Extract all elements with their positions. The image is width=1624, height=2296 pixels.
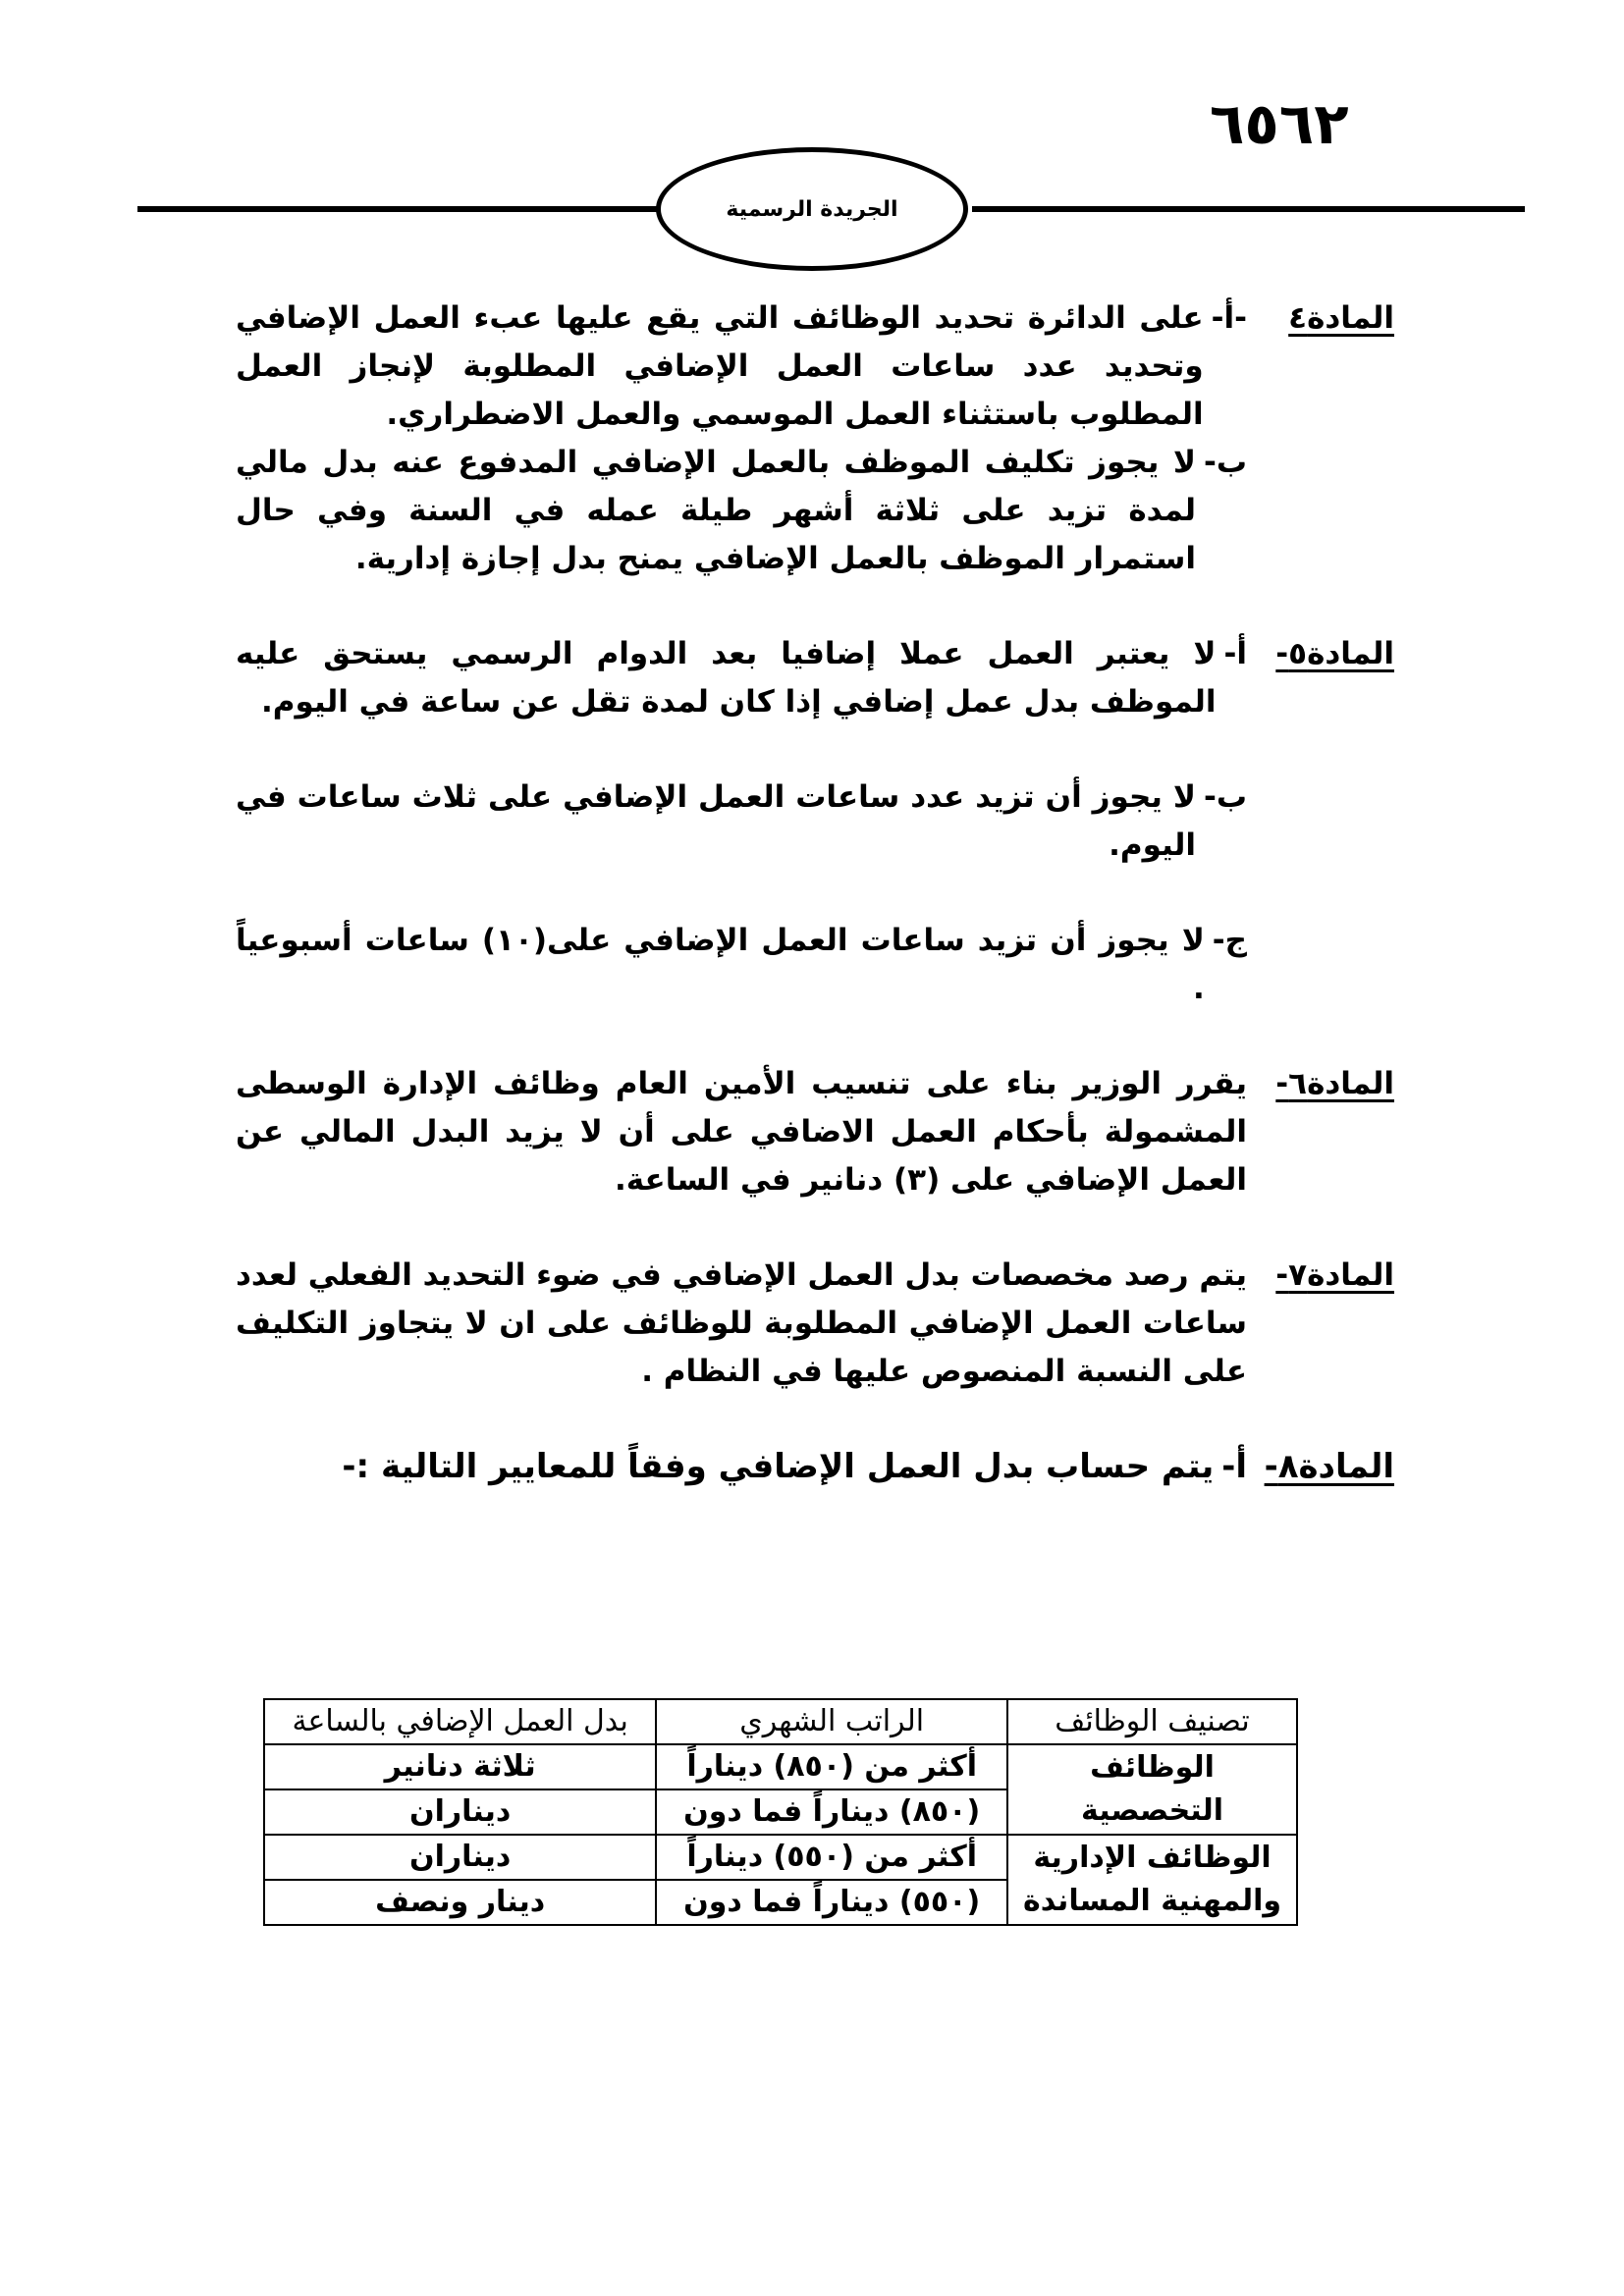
clause-mark: -أ- xyxy=(1211,300,1247,336)
article-5-b xyxy=(236,774,1394,870)
clause-mark: أ- xyxy=(1223,636,1247,671)
classification-cell: الوظائف الإدارية والمهنية المساندة xyxy=(1007,1835,1297,1925)
article-6 xyxy=(236,1060,1394,1204)
article-label: المادة٥- xyxy=(1275,636,1394,671)
clause xyxy=(236,1252,1247,1396)
gazette-title-oval xyxy=(656,147,968,271)
gazette-title: الجريدة الرسمية xyxy=(726,196,898,222)
article-5 xyxy=(236,630,1394,726)
clause-text: لا يعتبر العمل عملا إضافيا بعد الدوام الرسمي يستحق عليه الموظف بدل عمل إضافي إذا كان لمدة تقل عن ساعة في اليوم. xyxy=(236,636,1217,720)
salary-cell: أكثر من (٥٥٠) ديناراً xyxy=(656,1835,1007,1880)
clause-text: لا يجوز تكليف الموظف بالعمل الإضافي المدفوع عنه بدل مالي لمدة تزيد على ثلاثة أشهر طيلة عمله في السنة وفي حال استمرار الموظف بالعمل الإضافي يمنح بدل إجازة إدارية. xyxy=(236,445,1196,576)
column-header: الراتب الشهري xyxy=(656,1699,1007,1744)
article-label: المادة٧- xyxy=(1275,1257,1394,1293)
clause-text: يقرر الوزير بناء على تنسيب الأمين العام وظائف الإدارة الوسطى المشمولة بأحكام العمل الاضافي على أن لا يزيد البدل المالي عن العمل الإضافي على (٣) دنانير في الساعة. xyxy=(236,1066,1247,1198)
clause-text: على الدائرة تحديد الوظائف التي يقع عليها عبء العمل الإضافي وتحديد عدد ساعات العمل الإضافي المطلوبة لإنجاز العمل المطلوب باستثناء العمل الموسمي والعمل الاضطراري. xyxy=(236,300,1204,432)
column-header: بدل العمل الإضافي بالساعة xyxy=(264,1699,656,1744)
article-label: المادة٨- xyxy=(1264,1447,1394,1486)
salary-cell: (٥٥٠) ديناراً فما دون xyxy=(656,1880,1007,1925)
clause-text: لا يجوز أن تزيد عدد ساعات العمل الإضافي على ثلاث ساعات في اليوم. xyxy=(236,779,1196,863)
clause-text: يتم رصد مخصصات بدل العمل الإضافي في ضوء التحديد الفعلي لعدد ساعات العمل الإضافي المطلوبة للوظائف على ان لا يتجاوز التكليف على النسبة المنصوص عليها في النظام . xyxy=(236,1257,1247,1389)
clause xyxy=(236,630,1247,726)
classification-cell: الوظائف التخصصية xyxy=(1007,1744,1297,1835)
article-label: المادة٤ xyxy=(1288,300,1394,336)
page-number: ٦٥٦٢ xyxy=(1210,90,1349,157)
clause-mark: ب- xyxy=(1203,779,1247,815)
clause xyxy=(236,917,1247,1013)
header-rule-left xyxy=(137,206,658,212)
clause xyxy=(236,774,1247,870)
article-5-c xyxy=(236,917,1394,1013)
clause xyxy=(236,294,1247,439)
clause-text: يتم حساب بدل العمل الإضافي وفقاً للمعايير التالية :- xyxy=(342,1447,1215,1486)
rate-cell: ديناران xyxy=(264,1835,656,1880)
clause xyxy=(236,1443,1247,1491)
header-rule-right xyxy=(972,206,1525,212)
article-8 xyxy=(236,1443,1394,1491)
clause-mark: أ- xyxy=(1221,1447,1247,1486)
salary-cell: أكثر من (٨٥٠) ديناراً xyxy=(656,1744,1007,1789)
column-header: تصنيف الوظائف xyxy=(1007,1699,1297,1744)
clause-mark: ب- xyxy=(1203,445,1247,480)
document-body xyxy=(236,294,1394,1491)
clause-text: لا يجوز أن تزيد ساعات العمل الإضافي على(١٠) ساعات أسبوعياً . xyxy=(236,923,1205,1006)
salary-cell: (٨٥٠) ديناراً فما دون xyxy=(656,1789,1007,1835)
article-label: المادة٦- xyxy=(1275,1066,1394,1101)
rate-cell: دينار ونصف xyxy=(264,1880,656,1925)
table-row xyxy=(264,1744,1297,1789)
rate-cell: ثلاثة دنانير xyxy=(264,1744,656,1789)
overtime-criteria-table xyxy=(263,1698,1298,1926)
clause xyxy=(236,1060,1247,1204)
table-row xyxy=(264,1835,1297,1880)
article-4 xyxy=(236,294,1394,583)
clause xyxy=(236,439,1247,583)
clause-mark: ج- xyxy=(1212,923,1247,958)
rate-cell: ديناران xyxy=(264,1789,656,1835)
table-header-row xyxy=(264,1699,1297,1744)
article-7 xyxy=(236,1252,1394,1396)
